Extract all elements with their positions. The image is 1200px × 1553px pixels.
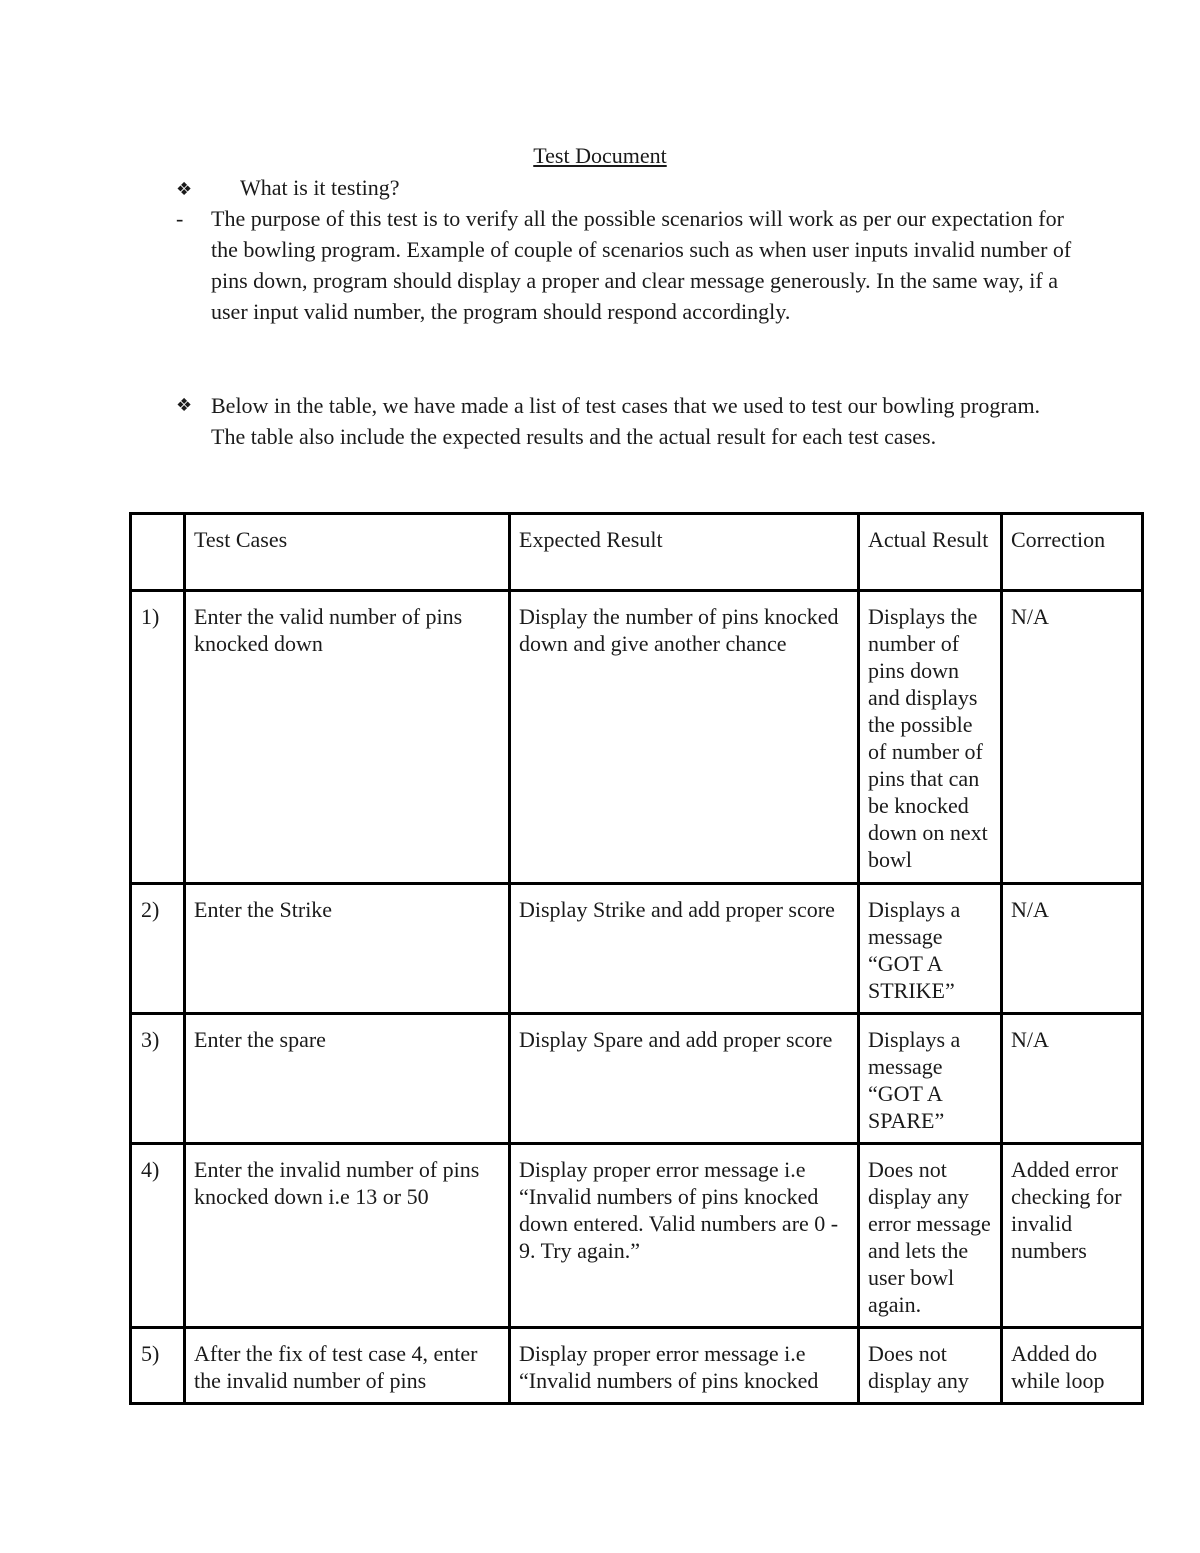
diamond-bullet-icon: ❖	[176, 395, 193, 416]
table-row	[131, 591, 1143, 884]
row-number: 2)	[131, 884, 185, 1014]
header-test-cases: Test Cases	[185, 514, 510, 591]
table-row	[131, 1144, 1143, 1328]
purpose-paragraph	[176, 203, 1076, 327]
actual-result-cell: Does not display any	[859, 1328, 1002, 1404]
test-cases-table	[129, 512, 1144, 1405]
header-expected-result: Expected Result	[510, 514, 859, 591]
table-row	[131, 884, 1143, 1014]
actual-result-cell: Displays the number of pins down and displays the possible of number of pins that can be knocked down on next bowl	[859, 591, 1002, 884]
correction-cell: Added error checking for invalid numbers	[1002, 1144, 1143, 1328]
expected-result-cell: Display Spare and add proper score	[510, 1014, 859, 1144]
header-correction: Correction	[1002, 514, 1143, 591]
header-actual-result: Actual Result	[859, 514, 1002, 591]
correction-cell: N/A	[1002, 884, 1143, 1014]
actual-result-cell: Does not display any error message and lets the user bowl again.	[859, 1144, 1002, 1328]
actual-result-cell: Displays a message “GOT A STRIKE”	[859, 884, 1002, 1014]
intro-paragraph	[176, 390, 1076, 452]
expected-result-cell: Display the number of pins knocked down and give another chance	[510, 591, 859, 884]
test-case-cell: Enter the invalid number of pins knocked down i.e 13 or 50	[185, 1144, 510, 1328]
purpose-text: The purpose of this test is to verify all the possible scenarios will work as per our expectation for the bowling program. Example of couple of scenarios such as when user inputs invalid number of pins down, program should display a proper and clear message generously. In the same way, if a user input valid number, the program should respond accordingly.	[211, 206, 1072, 324]
question-bullet	[176, 172, 399, 205]
correction-cell: N/A	[1002, 1014, 1143, 1144]
correction-cell: N/A	[1002, 591, 1143, 884]
table-row	[131, 1014, 1143, 1144]
question-text: What is it testing?	[240, 175, 400, 200]
expected-result-cell: Display Strike and add proper score	[510, 884, 859, 1014]
test-case-cell: Enter the spare	[185, 1014, 510, 1144]
test-case-cell: Enter the valid number of pins knocked down	[185, 591, 510, 884]
row-number: 5)	[131, 1328, 185, 1404]
row-number: 1)	[131, 591, 185, 884]
diamond-bullet-icon: ❖	[176, 179, 193, 200]
expected-result-cell: Display proper error message i.e “Invalid numbers of pins knocked down entered. Valid numbers are 0 - 9. Try again.”	[510, 1144, 859, 1328]
intro-text: Below in the table, we have made a list of test cases that we used to test our bowling program. The table also include the expected results and the actual result for each test cases.	[211, 393, 1041, 449]
page-title: Test Document	[533, 143, 667, 168]
table-header-row	[131, 514, 1143, 591]
dash-marker: -	[176, 206, 184, 231]
row-number: 3)	[131, 1014, 185, 1144]
actual-result-cell: Displays a message “GOT A SPARE”	[859, 1014, 1002, 1144]
row-number: 4)	[131, 1144, 185, 1328]
header-num	[131, 514, 185, 591]
test-case-cell: Enter the Strike	[185, 884, 510, 1014]
correction-cell: Added do while loop	[1002, 1328, 1143, 1404]
test-case-cell: After the fix of test case 4, enter the invalid number of pins	[185, 1328, 510, 1404]
table-row	[131, 1328, 1143, 1404]
expected-result-cell: Display proper error message i.e “Invalid numbers of pins knocked	[510, 1328, 859, 1404]
